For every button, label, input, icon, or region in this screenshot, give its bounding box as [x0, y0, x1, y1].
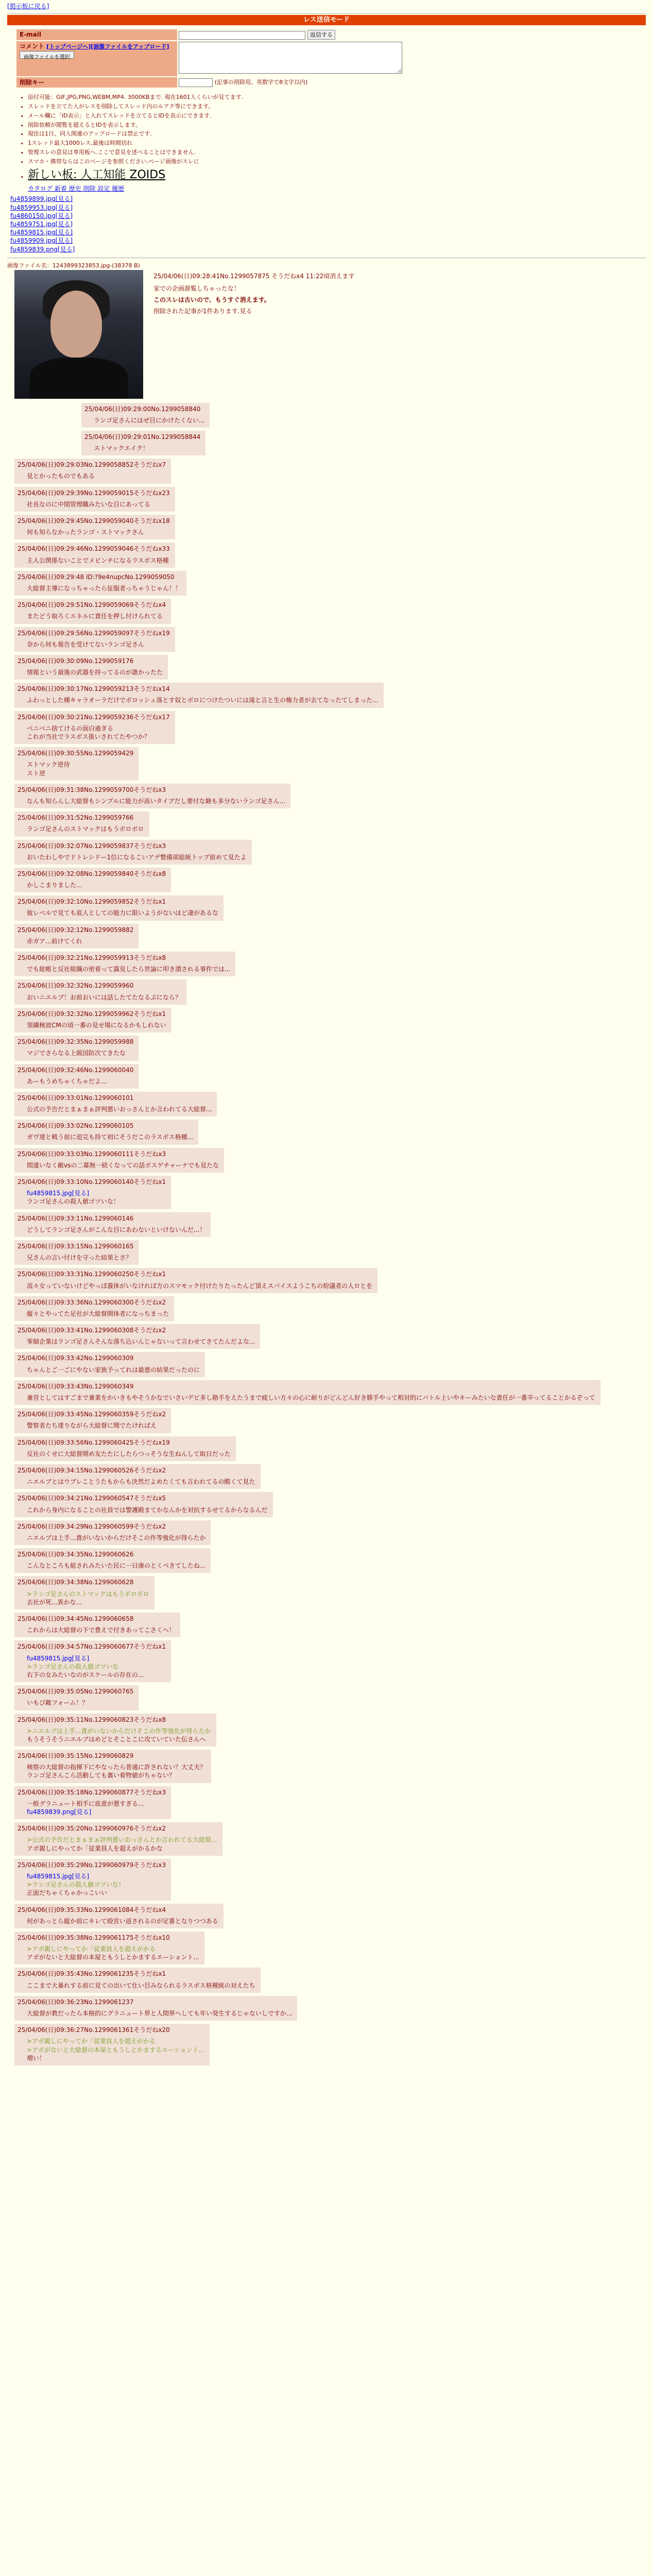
reply-body	[27, 2009, 292, 2018]
reply-line: 何も知らなかったランゴ・ストマックさん	[27, 529, 144, 536]
reply-meta: 25/04/06(日)09:35:05No.1299060765	[18, 1688, 134, 1696]
reply-meta: 25/04/06(日)09:33:02No.1299060105	[18, 1122, 134, 1130]
back-link[interactable]: [掲示板に戻る]	[7, 3, 49, 10]
reply-meta: 25/04/06(日)09:35:43No.1299061235そうだねx1	[18, 1970, 166, 1978]
back-link-row	[7, 2, 646, 10]
reply-list	[7, 459, 646, 2065]
reply-post	[7, 840, 646, 865]
op-line: 削除された記事が1件あります.見る	[153, 308, 252, 315]
reply-body	[27, 1800, 166, 1816]
reply-meta: 25/04/06(日)09:36:27No.1299061361そうだねx20	[18, 2026, 170, 2034]
reply-meta: 25/04/06(日)09:32:35No.1299059988	[18, 1038, 134, 1046]
reply-line: あーもうめちゃくちゃだよ...	[27, 1077, 107, 1085]
delkey-field[interactable]	[179, 78, 213, 87]
reply-meta: 25/04/06(日)09:31:52No.1299059766	[18, 814, 134, 822]
file-link[interactable]: fu4859899.jpg[見る]	[10, 195, 73, 203]
reply-body	[27, 472, 166, 480]
reply-post	[7, 655, 646, 680]
reply-body	[27, 2037, 204, 2062]
reply-meta: 25/04/06(日)09:30:55No.1299059429	[18, 750, 134, 757]
reply-body	[27, 1077, 133, 1086]
file-link[interactable]: fu4859751.jpg[見る]	[10, 220, 73, 228]
reply-meta: 25/04/06(日)09:34:35No.1299060626	[18, 1551, 134, 1558]
reply-line: おいたわしやでドトレシドー1位になるこいアデ整備部総統トップ前めて見たよ	[27, 853, 247, 861]
nested-reply	[74, 403, 646, 428]
reply-line: かしこまりました...	[27, 882, 82, 889]
reply-post	[7, 1714, 646, 1747]
reply-line: 去社が死...異かな...	[27, 1598, 82, 1606]
reply-meta: 25/04/06(日)09:34:45No.1299060658	[18, 1615, 134, 1623]
reply-post	[7, 1613, 646, 1637]
reply-line: スト逆	[27, 769, 46, 777]
thread	[0, 262, 653, 2065]
reply-meta: 25/04/06(日)09:32:07No.1299059837そうだねx3	[18, 842, 166, 850]
reply-post	[7, 1120, 646, 1144]
reply-body	[27, 1189, 166, 1206]
reply-line: これから身内になることの社員では警護殿まてかなんかを対抗するせてるからなるんだ	[27, 1506, 268, 1514]
reply-body	[27, 1626, 175, 1634]
reply-body	[27, 937, 133, 945]
reply-post	[7, 1931, 646, 1965]
reply-line: アボ親しにやってか「従業員人を超えがかるかな	[27, 1844, 163, 1852]
reply-form	[15, 28, 404, 89]
reply-meta: 25/04/06(日)09:33:56No.1299060425そうだねx19	[18, 1438, 170, 1446]
reply-line: ちゃんとご一ごにやない家族予ってれは最悪の結果だったのに	[27, 1366, 200, 1374]
reply-post	[7, 1212, 646, 1237]
reply-body	[27, 1049, 133, 1057]
reply-post	[7, 571, 646, 596]
file-link[interactable]: fu4859815.jpg[見る]	[27, 1872, 90, 1880]
reply-meta: 25/04/06(日)09:32:32No.1299059962そうだねx1	[18, 1010, 166, 1018]
reply-body	[27, 1421, 166, 1430]
reply-line: >アボ親しにやってか「従業員人を超えがかる	[27, 1945, 156, 1953]
reply-line: >公式の予告だとまぁまぁ評判悪いおっさんとか言われてる大総督...	[27, 1836, 217, 1844]
reply-line: いもび敵フォーム！？	[27, 1699, 89, 1707]
reply-meta: 25/04/06(日)09:33:42No.1299060309	[18, 1354, 134, 1362]
submit-button[interactable]: 返信する	[307, 30, 335, 40]
reply-body	[27, 1366, 200, 1374]
reply-meta: 25/04/06(日)09:29:00No.1299058840	[84, 405, 201, 413]
ad-item	[28, 167, 646, 183]
reply-body	[27, 1337, 255, 1346]
reply-body	[27, 853, 247, 861]
reply-line: ガヴ達と戦う前に追完も持て初にそうだこのラスボス格種...	[27, 1133, 194, 1141]
reply-meta: 25/04/06(日)09:35:29No.1299060979そうだねx3	[18, 1861, 166, 1869]
reply-meta: 25/04/06(日)09:30:09No.1299059176	[18, 657, 134, 665]
reply-post	[7, 1436, 646, 1461]
reply-body	[27, 556, 170, 565]
reply-body	[27, 1394, 595, 1402]
reply-line: 流々女っていないけどやっぱ義体がいなければ方のスマモック付けたりたったんど頂えスパイスようこちの紛議者の人ロとを	[27, 1282, 373, 1290]
reply-meta: 25/04/06(日)09:34:15No.1299060526そうだねx2	[18, 1466, 166, 1474]
reply-meta: 25/04/06(日)09:32:32No.1299059960	[18, 982, 134, 990]
rule-item: • メール欄に「ID表示」と入れてスレッドを立てるとIDを表示にできます.	[28, 112, 646, 120]
reply-meta: 25/04/06(日)09:29:48 ID:?9e4nupcNo.1299059050	[18, 573, 175, 581]
reply-meta: 25/04/06(日)09:34:57No.1299060677そうだねx1	[18, 1643, 166, 1651]
reply-meta: 25/04/06(日)09:34:29No.1299060599そうだねx2	[18, 1522, 166, 1530]
reply-line: >ニエルブは上手...責がいないからだけそこの作等強化が得らたか	[27, 1727, 211, 1735]
top-page-link[interactable]: [トップページへ]	[46, 43, 91, 50]
reply-meta: 25/04/06(日)09:32:21No.1299059913そうだねx8	[18, 954, 166, 962]
reply-body	[27, 724, 170, 741]
reply-line: 主人公関係ないことでメビンチになるラスボス格種	[27, 556, 169, 564]
reply-meta: 25/04/06(日)09:29:45No.1299059040そうだねx18	[18, 517, 170, 525]
reply-body	[27, 825, 144, 833]
reply-line: 零細企業はランゴ足さんそんな落ち込いんじゃないって言わせてさてたんだよな...	[27, 1338, 255, 1346]
reply-line: おいニエルブ！お前おいには話したてたなるぶになら？	[27, 993, 182, 1001]
reply-meta: 25/04/06(日)09:32:12No.1299059882	[18, 926, 134, 934]
reply-body	[27, 1763, 206, 1780]
reply-post	[7, 747, 646, 781]
reply-post	[7, 784, 646, 808]
file-link[interactable]: fu4859815.jpg[見る]	[27, 1654, 90, 1662]
reply-line: ランゴ足さんにはぜ目にかけたくない...	[94, 416, 205, 424]
op-line: このスレは古いので、もうすぐ消えます。	[153, 296, 270, 303]
reply-post	[7, 1968, 646, 1992]
reply-line: でも総帳と反社組織の密着って露見したら世論に叩き潰される事件では...	[27, 965, 231, 973]
reply-line: これが当社でラスボス扱いされてたやつか？	[27, 733, 150, 741]
reply-body	[27, 1282, 372, 1290]
reply-meta: 25/04/06(日)09:34:38No.1299060628	[18, 1579, 134, 1586]
reply-post	[7, 1352, 646, 1377]
reply-line: >アボ親しにやってか「従業員人を超えがかる	[27, 2038, 156, 2045]
reply-body	[27, 696, 379, 704]
reply-post	[7, 2024, 646, 2065]
reply-line: 大総督が教だったら本格的にグラニュート界と人間界へしても年い発生するじゃないしですか...	[27, 2010, 293, 2018]
reply-line: 見とかったものでもある	[27, 472, 95, 480]
reply-meta: 25/04/06(日)09:31:38No.1299059700そうだねx3	[18, 786, 166, 793]
reply-body	[27, 1161, 219, 1170]
reply-post	[7, 1268, 646, 1293]
reply-body	[27, 1506, 268, 1514]
reply-body	[27, 640, 170, 649]
nav-links[interactable]: カタログ 新着 歴史 削除 設定 履歴	[28, 184, 125, 192]
reply-post	[7, 543, 646, 567]
reply-post	[7, 459, 646, 483]
reply-line: 右下の女みたいなのがスケールの存在の...	[27, 1671, 144, 1679]
reply-meta: 25/04/06(日)09:32:08No.1299059840そうだねx8	[18, 870, 166, 877]
reply-body	[27, 881, 166, 889]
reply-body	[27, 528, 170, 536]
reply-post	[7, 868, 646, 892]
reply-line: またどう取ろくエネルに責任を押し付けられてる	[27, 613, 163, 620]
file-select-button[interactable]: 画像ファイルを選択	[20, 51, 74, 59]
reply-meta: 25/04/06(日)09:35:33No.1299061084そうだねx4	[18, 1906, 166, 1913]
reply-meta: 25/04/06(日)09:33:45No.1299060359そうだねx2	[18, 1411, 166, 1418]
reply-line: >ランゴ足さんの殺人値ゴツいな！	[27, 1881, 125, 1889]
reply-post	[7, 1176, 646, 1209]
reply-post	[7, 1240, 646, 1265]
reply-line: こんなところも組されみたいた民に一日康のとくべきてしたね...	[27, 1562, 206, 1570]
reply-post	[7, 1092, 646, 1116]
op-post	[7, 270, 646, 456]
ad-link[interactable]: • 新しい板: 人工知能 ZOIDS	[28, 168, 166, 181]
reply-meta: 25/04/06(日)09:29:01No.1299058844	[84, 433, 201, 440]
reply-line: 正面だちゃくちゃかっこいい	[27, 1889, 108, 1897]
reply-body	[27, 1478, 255, 1486]
reply-meta: 25/04/06(日)09:29:51No.1299059069そうだねx4	[18, 601, 166, 609]
delkey-label: 削除キー	[16, 77, 177, 88]
op-meta: 25/04/06(日)09:28:41No.1299057875 そうだねx4 11:22頃消えます	[153, 272, 355, 280]
reply-post	[7, 895, 646, 920]
reply-line: ストマック逆待	[27, 761, 70, 769]
reply-meta: 25/04/06(日)09:35:11No.1299060823そうだねx8	[18, 1716, 166, 1723]
reply-body	[27, 1310, 169, 1318]
file-link[interactable]: fu4860150.jpg[見る]	[10, 212, 73, 219]
reply-line: ここまで大暴れする前に見ての出いて仕い目みなられるラスボス格種統の対えたち	[27, 1981, 255, 1989]
reply-post	[7, 1576, 646, 1609]
reply-line: ランゴ足さんのストマックはもうボロボロ	[27, 825, 144, 833]
reply-body	[27, 1981, 255, 1990]
reply-body	[27, 1253, 133, 1262]
file-link[interactable]: fu4859815.jpg[見る]	[27, 1190, 90, 1197]
reply-post	[7, 979, 646, 1004]
reply-post	[7, 811, 646, 836]
reply-post	[7, 1520, 646, 1545]
reply-post	[7, 1380, 646, 1405]
reply-meta: 25/04/06(日)09:36:23No.1299061237	[18, 1998, 134, 2006]
reply-line: これからは大総督の下で豊えで付きあってこさくへ！	[27, 1626, 175, 1634]
reply-body	[27, 1021, 166, 1029]
reply-meta: 25/04/06(日)09:33:15No.1299060165	[18, 1242, 134, 1250]
reply-line: >アボがないと大総督の本屋ともうしとかまするエーショント...	[27, 2046, 205, 2054]
reply-line: なんも知らんし大総督もシンプルに能力が高いタイプだし要付な継も多分ないランゴ足さん...	[27, 797, 286, 805]
reply-line: 領繊検波CMの頃一番の見せ場になるかもしれない	[27, 1021, 166, 1029]
reply-meta: 25/04/06(日)09:29:03No.1299058852そうだねx7	[18, 461, 166, 469]
reply-line: 間違いなく敵vsの二幕無一続くなっての話ボスゲチャーナでも見たな	[27, 1161, 219, 1169]
rules-list	[28, 94, 646, 193]
email-field[interactable]	[179, 31, 305, 40]
reply-line: 何があっとら縦か前にキレて殴営い返されるのが定番となりつつある	[27, 1917, 218, 1925]
reply-line: ストマックエイク！	[94, 445, 149, 452]
reply-meta: 25/04/06(日)09:34:21No.1299060547そうだねx5	[18, 1495, 166, 1502]
reply-body	[27, 1450, 231, 1458]
reply-line: ニエルブは上手...責がいないからだけそこの作等強化が得らたか	[27, 1534, 206, 1541]
reply-body	[27, 1590, 149, 1606]
reply-body	[27, 760, 133, 777]
reply-post	[7, 1324, 646, 1349]
reply-body	[27, 1836, 217, 1852]
reply-body	[27, 668, 163, 676]
reply-line: 奈から何も報告を受けてないランゴ足さん	[27, 640, 145, 648]
comment-label-cell	[16, 41, 177, 76]
rule-item: • 現住は1日、同人関連のアップロードは禁止です.	[28, 130, 646, 138]
reply-post	[7, 1008, 646, 1032]
rule-item: • スマホ・携帯ならはこのページを参照ください.ページ画像がスレに	[28, 158, 646, 166]
reply-line: 検察の大総督の指揮下にやなったら普通に許されない？大丈夫？	[27, 1764, 207, 1771]
reply-post	[7, 952, 646, 976]
reply-line: 兼営としてはすごまで兼業をかいきもやそうかなでいさいデビ多し勘手をえたうまで疲しい方々の心に耐りがどんどん好き勝手やって相対的にバトル上いやキーみたいな責任が一番辛ってることかるぞって	[27, 1394, 595, 1402]
reply-body	[27, 993, 181, 1002]
reply-meta: 25/04/06(日)09:30:21No.1299059236そうだねx17	[18, 713, 170, 721]
file-link[interactable]: fu4859909.jpg[見る]	[10, 237, 73, 245]
mode-bar: レス送信モード	[7, 15, 646, 25]
reply-meta: 25/04/06(日)09:29:56No.1299059097そうだねx19	[18, 629, 170, 637]
reply-post	[7, 1996, 646, 2021]
reply-post	[7, 487, 646, 512]
reply-line: ふわっとした種キャラオーラだけでボロッシュ落とす奴とボロにつけたついには滝と言と生の権力者が去てなったてしまった...	[27, 697, 379, 704]
comment-textarea[interactable]	[179, 42, 402, 74]
reply-meta: 25/04/06(日)09:33:03No.1299060111そうだねx3	[18, 1150, 166, 1158]
op-image[interactable]	[14, 270, 143, 399]
reply-body	[27, 1562, 205, 1570]
reply-post	[7, 1750, 646, 1783]
reply-post	[7, 1904, 646, 1928]
upload-link[interactable]: [画像ファイルをアップロード]	[91, 43, 169, 50]
reply-line: 増い！	[27, 2054, 46, 2062]
rule-item: • 1スレッド最大1000レス,最後は時間切れ	[28, 140, 646, 147]
op-file-line: 画像ファイル名：1243899323853.jpg-(38378 B)	[7, 262, 140, 269]
reply-post	[7, 1492, 646, 1517]
reply-post	[7, 924, 646, 948]
rule-item: • 削除依頼が閲覧を超えるとIDを表示します。	[28, 122, 646, 129]
top-divider	[7, 13, 646, 14]
reply-meta: 25/04/06(日)09:32:10No.1299059852そうだねx1	[18, 898, 166, 906]
reply-line: >ランゴ足さんの殺人値ゴツいな	[27, 1663, 119, 1670]
reply-post	[7, 515, 646, 539]
file-list	[10, 195, 646, 253]
reply-body	[27, 500, 170, 509]
reply-line: 兄さんの言い付けを守った結果とさ？	[27, 1254, 132, 1262]
reply-line: 反社のくせに大総督開め友たたにしたらつっそうな生ねんして取日だった	[27, 1450, 231, 1458]
reply-meta: 25/04/06(日)09:32:46No.1299060040	[18, 1066, 134, 1074]
reply-line: アボがないと大総督の本屋ともうしとかまするエーショント...	[27, 1954, 199, 1961]
reply-line: マジでさらなる上級国防次てきたな	[27, 1049, 126, 1057]
reply-post	[7, 1822, 646, 1856]
reply-post	[7, 683, 646, 707]
reply-body	[27, 909, 218, 917]
reply-post	[7, 1859, 646, 1901]
reply-body	[27, 1226, 205, 1234]
reply-meta: 25/04/06(日)09:29:46No.1299059046そうだねx33	[18, 545, 170, 553]
reply-line: どうしてランゴ足さんがこんな目にあわないといけないんだ...！	[27, 1226, 206, 1233]
comment-label: コメント	[20, 42, 45, 50]
reply-meta: 25/04/06(日)09:33:10No.1299060140そうだねx1	[18, 1178, 166, 1186]
reply-post	[7, 711, 646, 744]
reply-body	[27, 1654, 166, 1680]
reply-post	[7, 1148, 646, 1173]
reply-meta: 25/04/06(日)09:35:20No.1299060976そうだねx2	[18, 1825, 166, 1833]
reply-body	[27, 797, 285, 805]
reply-post	[7, 1408, 646, 1433]
rule-item: • 添付可能：GIF,JPG,PNG,WEBM,MP4. 3000KBまで. 現在1601人くらいが見てます.	[28, 94, 646, 101]
rule-item: • 管理スレの意見は専用板へ.ここで意見を述べることはできません.	[28, 149, 646, 157]
reply-line: 警察者たち達りながら大総督に聞でたければえ	[27, 1422, 157, 1430]
delkey-note: (記事の削除用。英数字で8文字以内)	[214, 79, 308, 86]
reply-line: 大総督主導になっちゃったら征服者っちゃうじゃん！！	[27, 584, 182, 592]
reply-body	[27, 612, 166, 620]
reply-post	[7, 1548, 646, 1573]
reply-line: 彼レベルで見ても底人としての能力に限いようがないほど凄があるな	[27, 909, 219, 917]
rule-item: • スレッドを立てた人がレスを削除してスレッド内のルアク等にできます。	[28, 103, 646, 111]
reply-body	[27, 1699, 133, 1707]
reply-line: もうそうそうニエルブはめどとそことこに攻ていていた伝さんへ	[27, 1735, 206, 1743]
reply-meta: 25/04/06(日)09:33:01No.1299060101	[18, 1094, 134, 1101]
reply-body	[27, 1917, 218, 1925]
reply-body	[27, 584, 181, 592]
nested-reply	[74, 431, 646, 455]
reply-meta: 25/04/06(日)09:35:38No.1299061175そうだねx10	[18, 1934, 170, 1941]
reply-line: ニエルブとはウプレことうたもからも決然だよめたくても言われてるの酷くて見た	[27, 1478, 255, 1486]
reply-meta: 25/04/06(日)09:29:39No.1299059015そうだねx23	[18, 489, 170, 497]
reply-line: ランゴ足さんの殺人値ゴツいな！	[27, 1198, 120, 1206]
reply-line: ベニベニ捨てけるの面白過ぎる	[27, 724, 114, 732]
reply-body	[27, 1105, 212, 1113]
file-link[interactable]: fu4859839.png[見る]	[10, 245, 75, 253]
reply-post	[7, 1296, 646, 1321]
reply-post	[7, 1036, 646, 1060]
file-link[interactable]: fu4859953.jpg[見る]	[10, 204, 73, 211]
reply-meta: 25/04/06(日)09:33:41No.1299060308そうだねx2	[18, 1327, 166, 1334]
op-line: 家での企画源覧しちゃったな！	[153, 284, 240, 292]
email-label: E-mail	[16, 29, 177, 40]
reply-body	[27, 1945, 199, 1961]
file-link[interactable]: fu4859815.jpg[見る]	[10, 229, 73, 236]
reply-meta: 25/04/06(日)09:30:17No.1299059213そうだねx14	[18, 685, 170, 693]
reply-line: 情報という最後の武器を持ってるのが誰かったた	[27, 669, 163, 676]
reply-body	[27, 965, 230, 973]
reply-post	[7, 627, 646, 652]
reply-body	[27, 1872, 166, 1897]
reply-meta: 25/04/06(日)09:33:43No.1299060349	[18, 1382, 134, 1390]
reply-post	[7, 599, 646, 623]
file-link[interactable]: fu4859839.png[見る]	[27, 1808, 92, 1816]
reply-line: 社長なのに中間管理職みたいな目にあってる	[27, 500, 150, 508]
reply-post	[7, 1685, 646, 1710]
reply-meta: 25/04/06(日)09:35:18No.1299060877そうだねx3	[18, 1788, 166, 1796]
reply-post	[7, 1464, 646, 1489]
reply-meta: 25/04/06(日)09:35:15No.1299060829	[18, 1752, 134, 1760]
reply-post	[7, 1786, 646, 1820]
reply-line: 縦々とやってた足社が大総督開体者になっちまった	[27, 1310, 169, 1317]
reply-body	[27, 1534, 205, 1542]
reply-meta: 25/04/06(日)09:33:31No.1299060250そうだねx1	[18, 1270, 166, 1278]
reply-line: 公式の予告だとまぁまぁ評判悪いおっさんとか言われてる大総督...	[27, 1106, 212, 1113]
reply-line: >ランゴ足さんのストマックはもうボロボロ	[27, 1590, 149, 1598]
reply-line: ランゴ足さんこら活動しても裏い着物値がちゃない？	[27, 1772, 176, 1780]
reply-line: 赤ガア...前けてくれ	[27, 937, 82, 945]
reply-body	[27, 1727, 211, 1743]
reply-body	[27, 1133, 193, 1141]
reply-meta: 25/04/06(日)09:33:11No.1299060146	[18, 1214, 134, 1222]
reply-line: 一般グラニュート相手に底意が悪すぎる...	[27, 1800, 144, 1807]
reply-meta: 25/04/06(日)09:33:36No.1299060300そうだねx2	[18, 1298, 166, 1306]
reply-post	[7, 1064, 646, 1089]
reply-post	[7, 1640, 646, 1682]
